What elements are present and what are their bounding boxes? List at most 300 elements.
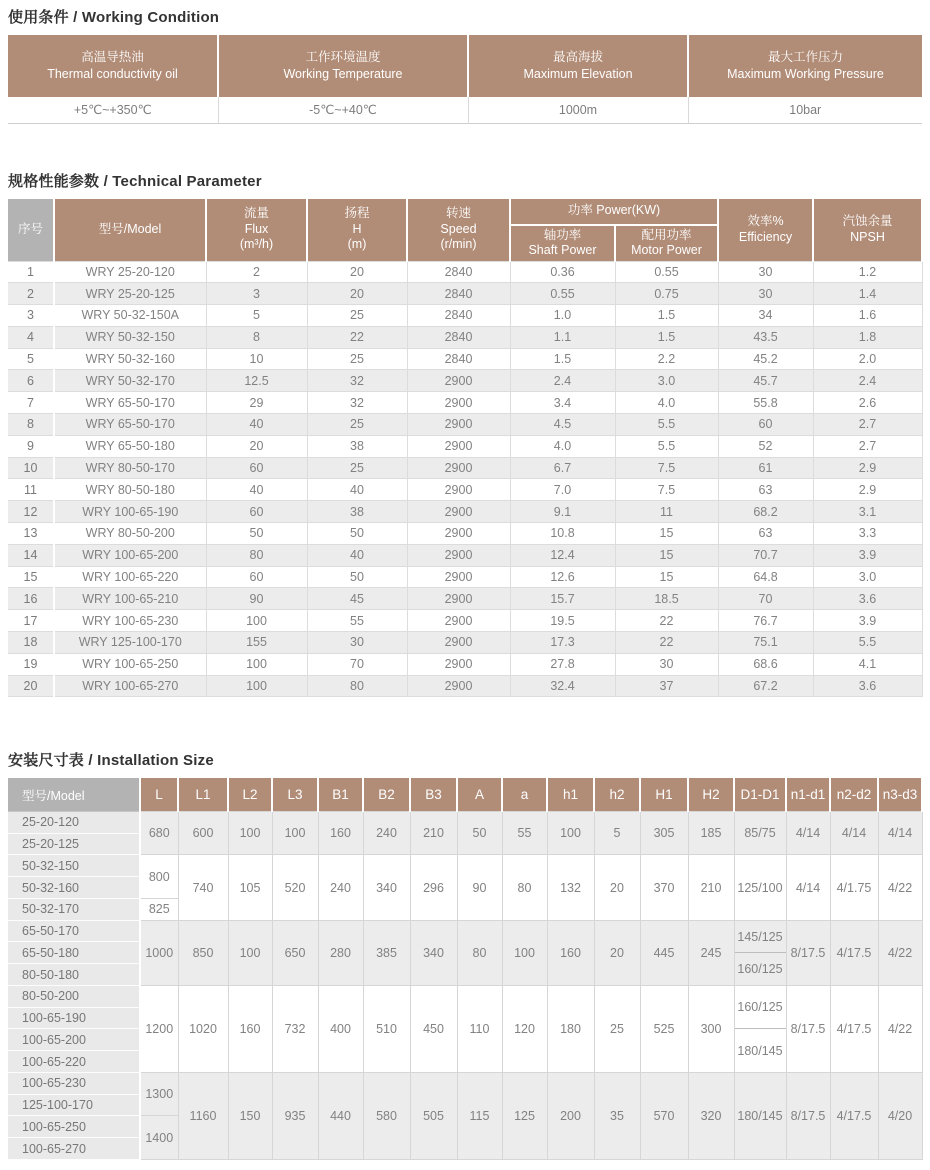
- value-cell: 2900: [407, 370, 510, 392]
- d1-cell: 125/100: [734, 855, 786, 920]
- column-header: [8, 35, 218, 97]
- value-cell: 55.8: [718, 392, 813, 414]
- value-cell: 76.7: [718, 610, 813, 632]
- index-cell: 10: [8, 457, 54, 479]
- value-cell: 4/22: [878, 985, 922, 1072]
- table-row: [8, 414, 922, 436]
- value-cell: 800: [140, 855, 178, 899]
- value-cell: 4.5: [510, 414, 615, 436]
- value-cell: +5℃~+350℃: [8, 97, 218, 123]
- value-cell: 20: [206, 435, 307, 457]
- value-cell: 100: [547, 811, 594, 855]
- value-cell: 150: [228, 1072, 272, 1159]
- column-header-efficiency: [718, 199, 813, 262]
- value-cell: 80: [307, 675, 407, 697]
- header-line-en: Thermal conductivity oil: [47, 67, 178, 81]
- value-cell: 525: [640, 985, 688, 1072]
- value-cell: 64.8: [718, 566, 813, 588]
- value-cell: 445: [640, 920, 688, 985]
- index-cell: 20: [8, 675, 54, 697]
- value-cell: 1020: [178, 985, 228, 1072]
- value-cell: 155: [206, 632, 307, 654]
- value-cell: 240: [318, 855, 363, 920]
- model-cell: 80-50-200: [8, 985, 140, 1007]
- value-cell: 10.8: [510, 523, 615, 545]
- column-header: D1-D1: [734, 778, 786, 811]
- value-cell: 35: [594, 1072, 640, 1159]
- header-line-zh: 工作环境温度: [305, 50, 381, 64]
- table-row: [8, 985, 922, 1007]
- value-cell: 5.5: [615, 435, 718, 457]
- header-line-en: Maximum Elevation: [523, 67, 633, 81]
- model-cell: WRY 50-32-160: [54, 348, 206, 370]
- column-header-no: 序号: [8, 199, 54, 262]
- value-cell: 30: [307, 632, 407, 654]
- value-cell: 1.0: [510, 305, 615, 327]
- column-header: B2: [363, 778, 410, 811]
- value-cell: 3.0: [813, 566, 922, 588]
- header-line: 扬程: [344, 206, 370, 221]
- value-cell: 7.0: [510, 479, 615, 501]
- value-cell: 4/14: [786, 855, 830, 920]
- value-cell: 37: [615, 675, 718, 697]
- value-cell: 9.1: [510, 501, 615, 523]
- value-cell: 25: [594, 985, 640, 1072]
- value-cell: 4.0: [510, 435, 615, 457]
- header-line-zh: 最大工作压力: [767, 50, 843, 64]
- value-cell: 110: [457, 985, 502, 1072]
- value-cell: 60: [718, 414, 813, 436]
- table-row: [8, 811, 922, 833]
- value-cell: 15: [615, 544, 718, 566]
- model-cell: 100-65-220: [8, 1051, 140, 1073]
- model-cell: WRY 100-65-270: [54, 675, 206, 697]
- header-line: (r/min): [440, 237, 477, 252]
- index-cell: 15: [8, 566, 54, 588]
- value-cell: 50: [307, 566, 407, 588]
- value-cell: 3.6: [813, 588, 922, 610]
- model-cell: WRY 80-50-170: [54, 457, 206, 479]
- value-cell: 100: [206, 675, 307, 697]
- value-cell: 2840: [407, 348, 510, 370]
- value-cell: 4.0: [615, 392, 718, 414]
- value-cell: 80: [457, 920, 502, 985]
- value-cell: 1000m: [468, 97, 688, 123]
- column-header-flux: [206, 199, 307, 262]
- value-cell: 25: [307, 457, 407, 479]
- model-cell: WRY 125-100-170: [54, 632, 206, 654]
- value-cell: 8/17.5: [786, 920, 830, 985]
- model-cell: 100-65-250: [8, 1116, 140, 1138]
- value-cell: 3.9: [813, 544, 922, 566]
- value-cell: 32: [307, 392, 407, 414]
- installation-size-section: [8, 749, 922, 1160]
- value-cell: 650: [272, 920, 318, 985]
- index-cell: 17: [8, 610, 54, 632]
- value-cell: 60: [206, 566, 307, 588]
- working-condition-value-row: [8, 97, 922, 123]
- header-line: 效率%: [747, 214, 784, 228]
- value-cell: 1.8: [813, 326, 922, 348]
- value-cell: 20: [307, 261, 407, 283]
- index-cell: 14: [8, 544, 54, 566]
- column-header: A: [457, 778, 502, 811]
- model-cell: 125-100-170: [8, 1094, 140, 1116]
- value-cell: 2900: [407, 392, 510, 414]
- table-row: [8, 261, 922, 283]
- column-header-speed: [407, 199, 510, 262]
- value-cell: 55: [502, 811, 547, 855]
- index-cell: 3: [8, 305, 54, 327]
- column-header-shaft-power: [510, 225, 615, 262]
- d1-top-value: 160/125: [735, 986, 786, 1030]
- table-row: [8, 435, 922, 457]
- value-cell: 450: [410, 985, 457, 1072]
- installation-size-header-row: [8, 778, 922, 811]
- d1-split: [735, 921, 786, 985]
- value-cell: 4/14: [878, 811, 922, 855]
- header-line: 轴功率: [543, 227, 582, 242]
- value-cell: 340: [363, 855, 410, 920]
- index-cell: 2: [8, 283, 54, 305]
- header-line: Motor Power: [631, 243, 702, 257]
- column-header: 型号/Model: [8, 778, 140, 811]
- value-cell: 2900: [407, 414, 510, 436]
- column-header: n3-d3: [878, 778, 922, 811]
- value-cell: 40: [307, 544, 407, 566]
- value-cell: 22: [615, 632, 718, 654]
- value-cell: 2.2: [615, 348, 718, 370]
- value-cell: 100: [502, 920, 547, 985]
- model-cell: 100-65-230: [8, 1072, 140, 1094]
- model-cell: WRY 50-32-150A: [54, 305, 206, 327]
- header-line: 流量: [243, 206, 269, 221]
- value-cell: 70.7: [718, 544, 813, 566]
- value-cell: 2900: [407, 566, 510, 588]
- value-cell: 68.2: [718, 501, 813, 523]
- table-row: [8, 479, 922, 501]
- column-header: L1: [178, 778, 228, 811]
- value-cell: 4/17.5: [830, 1072, 878, 1159]
- value-cell: 1200: [140, 985, 178, 1072]
- value-cell: 6.7: [510, 457, 615, 479]
- value-cell: 40: [206, 414, 307, 436]
- d1-cell: [734, 985, 786, 1072]
- value-cell: 2840: [407, 305, 510, 327]
- value-cell: 3.0: [615, 370, 718, 392]
- value-cell: 160: [547, 920, 594, 985]
- table-row: [8, 326, 922, 348]
- value-cell: 12.5: [206, 370, 307, 392]
- value-cell: 570: [640, 1072, 688, 1159]
- value-cell: 25: [307, 414, 407, 436]
- header-line: Speed: [440, 221, 477, 236]
- table-row: [8, 632, 922, 654]
- value-cell: 210: [688, 855, 734, 920]
- value-cell: -5℃~+40℃: [218, 97, 468, 123]
- column-header-head: [307, 199, 407, 262]
- column-header: B3: [410, 778, 457, 811]
- value-cell: 100: [228, 811, 272, 855]
- value-cell: 2900: [407, 501, 510, 523]
- value-cell: 2900: [407, 610, 510, 632]
- table-row: [8, 610, 922, 632]
- column-header: L2: [228, 778, 272, 811]
- value-cell: 63: [718, 479, 813, 501]
- value-cell: 4/22: [878, 920, 922, 985]
- column-header: n2-d2: [830, 778, 878, 811]
- value-cell: 2900: [407, 632, 510, 654]
- column-header: [688, 35, 922, 97]
- table-row: [8, 855, 922, 877]
- table-row: [8, 920, 922, 942]
- value-cell: 100: [272, 811, 318, 855]
- model-cell: WRY 50-32-170: [54, 370, 206, 392]
- value-cell: 510: [363, 985, 410, 1072]
- value-cell: 0.55: [510, 283, 615, 305]
- value-cell: 80: [502, 855, 547, 920]
- value-cell: 38: [307, 435, 407, 457]
- d1-bottom-value: 160/125: [737, 962, 783, 977]
- value-cell: 2840: [407, 326, 510, 348]
- table-row: [8, 653, 922, 675]
- column-header-power-group: 功率 Power(KW): [510, 199, 718, 225]
- value-cell: 1.6: [813, 305, 922, 327]
- value-cell: 43.5: [718, 326, 813, 348]
- value-cell: 38: [307, 501, 407, 523]
- value-cell: 305: [640, 811, 688, 855]
- value-cell: 1400: [140, 1116, 178, 1160]
- table-row: [8, 348, 922, 370]
- value-cell: 340: [410, 920, 457, 985]
- index-cell: 8: [8, 414, 54, 436]
- index-cell: 12: [8, 501, 54, 523]
- value-cell: 61: [718, 457, 813, 479]
- value-cell: 2: [206, 261, 307, 283]
- value-cell: 2900: [407, 479, 510, 501]
- value-cell: 1000: [140, 920, 178, 985]
- value-cell: 825: [140, 898, 178, 920]
- value-cell: 680: [140, 811, 178, 855]
- index-cell: 11: [8, 479, 54, 501]
- model-cell: WRY 80-50-180: [54, 479, 206, 501]
- column-header: B1: [318, 778, 363, 811]
- column-header-motor-power: [615, 225, 718, 262]
- value-cell: 19.5: [510, 610, 615, 632]
- model-cell: 25-20-120: [8, 811, 140, 833]
- technical-parameter-table: [8, 199, 923, 698]
- value-cell: 4/14: [786, 811, 830, 855]
- value-cell: 850: [178, 920, 228, 985]
- value-cell: 2900: [407, 544, 510, 566]
- d1-cell: 180/145: [734, 1072, 786, 1159]
- value-cell: 30: [615, 653, 718, 675]
- value-cell: 132: [547, 855, 594, 920]
- column-header: h1: [547, 778, 594, 811]
- value-cell: 70: [718, 588, 813, 610]
- value-cell: 5: [594, 811, 640, 855]
- value-cell: 75.1: [718, 632, 813, 654]
- working-condition-table: [8, 35, 922, 124]
- value-cell: 34: [718, 305, 813, 327]
- value-cell: 60: [206, 501, 307, 523]
- table-row: [8, 370, 922, 392]
- value-cell: 10: [206, 348, 307, 370]
- value-cell: 1.1: [510, 326, 615, 348]
- value-cell: 120: [502, 985, 547, 1072]
- column-header: a: [502, 778, 547, 811]
- value-cell: 2.0: [813, 348, 922, 370]
- value-cell: 20: [594, 920, 640, 985]
- header-line: H: [352, 221, 362, 236]
- index-cell: 16: [8, 588, 54, 610]
- value-cell: 3.9: [813, 610, 922, 632]
- column-header: L: [140, 778, 178, 811]
- value-cell: 7.5: [615, 457, 718, 479]
- value-cell: 25: [307, 348, 407, 370]
- model-cell: WRY 50-32-150: [54, 326, 206, 348]
- value-cell: 180: [547, 985, 594, 1072]
- header-line: (m³/h): [239, 237, 274, 252]
- index-cell: 4: [8, 326, 54, 348]
- header-line: (m): [347, 237, 367, 252]
- value-cell: 2.9: [813, 479, 922, 501]
- value-cell: 1.5: [510, 348, 615, 370]
- value-cell: 1.2: [813, 261, 922, 283]
- model-cell: WRY 100-65-190: [54, 501, 206, 523]
- value-cell: 185: [688, 811, 734, 855]
- header-line: Efficiency: [738, 229, 793, 244]
- value-cell: 50: [307, 523, 407, 545]
- model-cell: 100-65-270: [8, 1138, 140, 1160]
- value-cell: 2.9: [813, 457, 922, 479]
- table-row: [8, 566, 922, 588]
- technical-parameter-title: 规格性能参数 / Technical Parameter: [8, 172, 262, 190]
- value-cell: 5.5: [615, 414, 718, 436]
- value-cell: 0.55: [615, 261, 718, 283]
- value-cell: 4/17.5: [830, 985, 878, 1072]
- model-cell: 50-32-150: [8, 855, 140, 877]
- header-line-zh: 最高海拔: [552, 50, 603, 64]
- d1-bottom-value: 180/145: [737, 1043, 783, 1058]
- value-cell: 4/14: [830, 811, 878, 855]
- installation-size-title: 安装尺寸表 / Installation Size: [8, 752, 214, 770]
- value-cell: 30: [718, 283, 813, 305]
- value-cell: 45.2: [718, 348, 813, 370]
- model-cell: 65-50-170: [8, 920, 140, 942]
- value-cell: 45: [307, 588, 407, 610]
- column-header: n1-d1: [786, 778, 830, 811]
- value-cell: 100: [228, 920, 272, 985]
- model-cell: 65-50-180: [8, 942, 140, 964]
- value-cell: 2900: [407, 435, 510, 457]
- value-cell: 3.3: [813, 523, 922, 545]
- column-header: H1: [640, 778, 688, 811]
- model-cell: WRY 80-50-200: [54, 523, 206, 545]
- value-cell: 3: [206, 283, 307, 305]
- value-cell: 90: [457, 855, 502, 920]
- header-line: NPSH: [850, 229, 885, 244]
- value-cell: 4/17.5: [830, 920, 878, 985]
- table-row: [8, 501, 922, 523]
- model-cell: WRY 65-50-180: [54, 435, 206, 457]
- value-cell: 4.1: [813, 653, 922, 675]
- value-cell: 15.7: [510, 588, 615, 610]
- value-cell: 160: [228, 985, 272, 1072]
- value-cell: 18.5: [615, 588, 718, 610]
- model-cell: 50-32-170: [8, 898, 140, 920]
- value-cell: 15: [615, 523, 718, 545]
- header-line: 配用功率: [641, 227, 692, 242]
- value-cell: 40: [206, 479, 307, 501]
- value-cell: 505: [410, 1072, 457, 1159]
- value-cell: 80: [206, 544, 307, 566]
- value-cell: 60: [206, 457, 307, 479]
- model-cell: WRY 25-20-125: [54, 283, 206, 305]
- header-line-en: Maximum Working Pressure: [727, 67, 884, 81]
- value-cell: 1300: [140, 1072, 178, 1116]
- model-cell: WRY 65-50-170: [54, 414, 206, 436]
- table-row: [8, 305, 922, 327]
- value-cell: 300: [688, 985, 734, 1072]
- model-cell: WRY 25-20-120: [54, 261, 206, 283]
- model-cell: WRY 100-65-230: [54, 610, 206, 632]
- value-cell: 2900: [407, 653, 510, 675]
- value-cell: 20: [594, 855, 640, 920]
- technical-parameter-header-row-1: [8, 199, 922, 225]
- value-cell: 12.6: [510, 566, 615, 588]
- column-header-npsh: [813, 199, 922, 262]
- value-cell: 440: [318, 1072, 363, 1159]
- table-row: [8, 544, 922, 566]
- value-cell: 732: [272, 985, 318, 1072]
- value-cell: 2900: [407, 588, 510, 610]
- table-row: [8, 588, 922, 610]
- value-cell: 70: [307, 653, 407, 675]
- value-cell: 5: [206, 305, 307, 327]
- value-cell: 740: [178, 855, 228, 920]
- value-cell: 4/1.75: [830, 855, 878, 920]
- value-cell: 0.75: [615, 283, 718, 305]
- value-cell: 68.6: [718, 653, 813, 675]
- value-cell: 22: [615, 610, 718, 632]
- header-line: 转速: [445, 206, 471, 221]
- model-cell: 50-32-160: [8, 877, 140, 899]
- value-cell: 1.5: [615, 326, 718, 348]
- column-header: H2: [688, 778, 734, 811]
- index-cell: 1: [8, 261, 54, 283]
- value-cell: 7.5: [615, 479, 718, 501]
- table-row: [8, 392, 922, 414]
- index-cell: 9: [8, 435, 54, 457]
- value-cell: 10bar: [688, 97, 922, 123]
- value-cell: 580: [363, 1072, 410, 1159]
- value-cell: 25: [307, 305, 407, 327]
- value-cell: 2.7: [813, 435, 922, 457]
- index-cell: 13: [8, 523, 54, 545]
- header-line: 汽蚀余量: [842, 214, 893, 228]
- value-cell: 1.5: [615, 305, 718, 327]
- value-cell: 45.7: [718, 370, 813, 392]
- value-cell: 8/17.5: [786, 985, 830, 1072]
- header-line: Shaft Power: [528, 243, 597, 257]
- table-row: [8, 457, 922, 479]
- value-cell: 385: [363, 920, 410, 985]
- value-cell: 3.1: [813, 501, 922, 523]
- value-cell: 2.4: [510, 370, 615, 392]
- value-cell: 125: [502, 1072, 547, 1159]
- column-header: [218, 35, 468, 97]
